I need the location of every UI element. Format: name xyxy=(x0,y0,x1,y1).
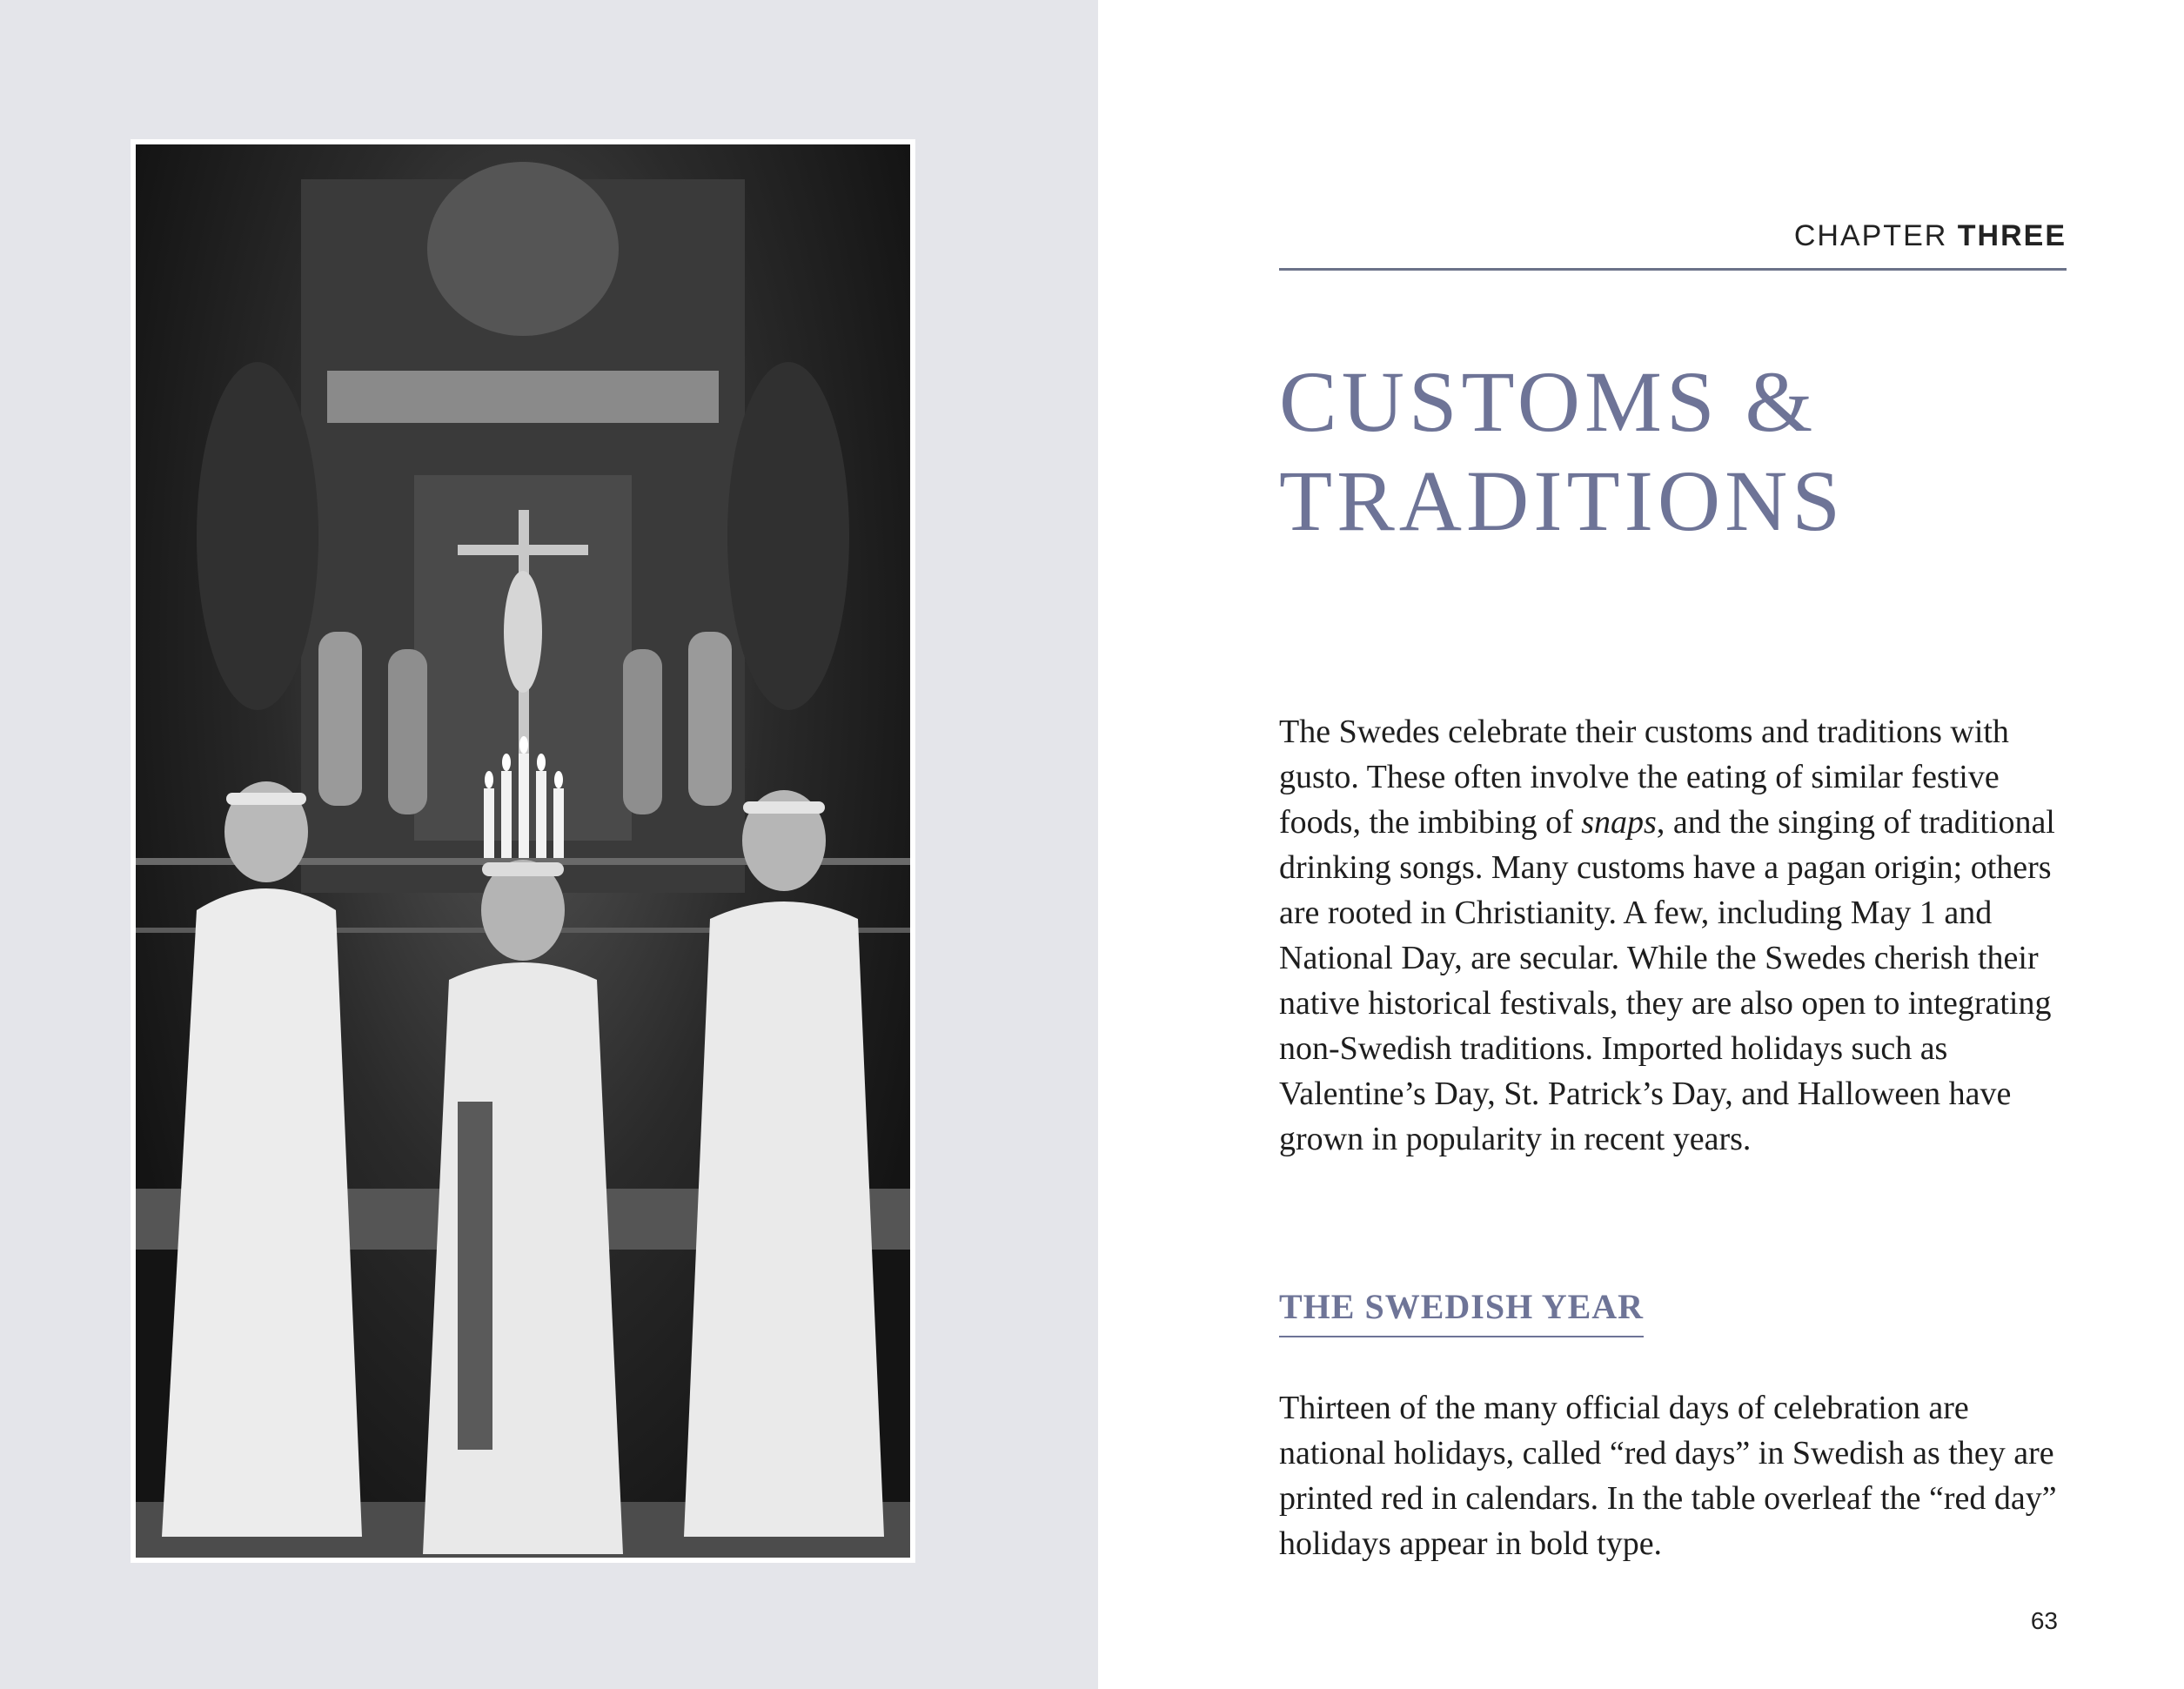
intro-text-start: The Swedes celebrate their customs and traditions with gusto. These often involve the eating of similar festive foods, the imbibing of xyxy=(1279,714,2009,841)
chapter-title xyxy=(1279,352,1845,551)
photo-frame xyxy=(131,139,915,1563)
carving-right xyxy=(727,362,849,710)
crucifix-horizontal xyxy=(458,545,588,555)
chapter-title-line-1: CUSTOMS & xyxy=(1279,353,1818,450)
figure-right xyxy=(684,790,884,1537)
crucifix-figure xyxy=(504,571,542,693)
carving-left xyxy=(197,362,318,710)
chapter-title-line-2: TRADITIONS xyxy=(1279,452,1845,549)
photo-lucia-procession xyxy=(136,144,910,1558)
figure-center xyxy=(423,860,623,1554)
chapter-rule xyxy=(1279,268,2067,271)
figure-left xyxy=(162,781,362,1537)
altar-cornice xyxy=(327,371,719,423)
intro-text-end: , and the singing of traditional drinking songs. Many customs have a pagan origin; others are rooted in Christianity. A few, including May 1 and National Day, are secular. While the Swedes cherish their native historical festivals, they are also open to integrating non-Swedish traditions. Imported holidays such as Valentine’s Day, St. Patrick’s Day, and Halloween have grown in popularity in recent years. xyxy=(1279,804,2055,1157)
chapter-label xyxy=(1794,219,2067,253)
statue-1 xyxy=(318,632,362,806)
statue-2 xyxy=(388,649,427,814)
intro-paragraph xyxy=(1279,709,2067,1162)
altar-medallion xyxy=(427,162,619,336)
chapter-number: THREE xyxy=(1957,219,2067,252)
chapter-prefix: CHAPTER xyxy=(1793,219,1948,252)
statue-4 xyxy=(688,632,732,806)
right-page xyxy=(1098,0,2184,1689)
section-paragraph: Thirteen of the many official days of celebration are national holidays, called “red days” in Swedish as they are printed red in calendars. In the table overleaf the “red day” holidays appear in bold type. xyxy=(1279,1390,2057,1562)
section-heading: THE SWEDISH YEAR xyxy=(1279,1286,1644,1337)
photo-illustration xyxy=(136,144,910,1558)
page-number: 63 xyxy=(2030,1607,2058,1634)
statue-3 xyxy=(623,649,662,814)
intro-italic-term: snaps xyxy=(1581,804,1657,841)
